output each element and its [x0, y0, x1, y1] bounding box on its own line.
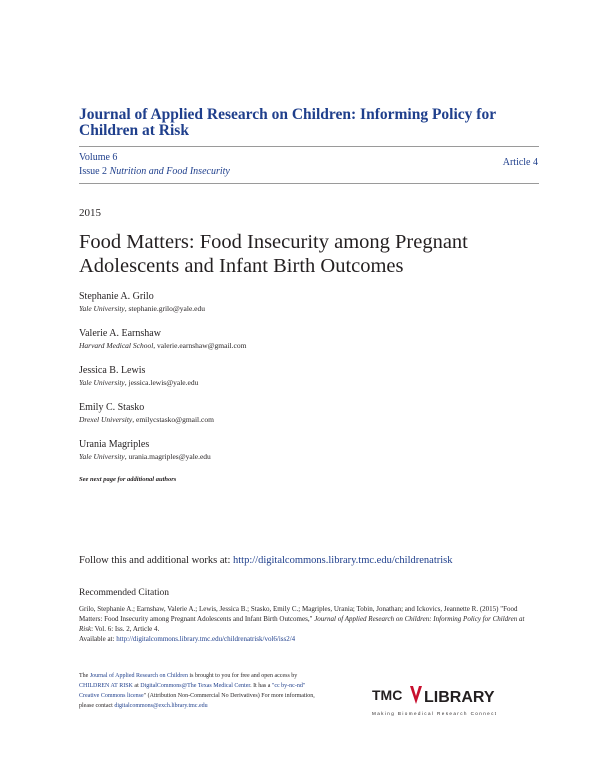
access-text: " (Attribution Non-Commercial No Derivatives) For more information, please contact	[79, 693, 315, 709]
author-entry	[79, 327, 549, 364]
citation-block	[79, 604, 539, 644]
access-note	[79, 671, 319, 711]
author-list	[79, 290, 549, 475]
volume-link[interactable]: Volume 6	[79, 152, 118, 163]
logo-text-left: TMC	[372, 687, 403, 703]
author-affiliation	[79, 414, 549, 426]
author-name: Emily C. Stasko	[79, 402, 145, 413]
recommended-citation-title: Recommended Citation	[79, 588, 169, 598]
author-email: , urania.magriples@yale.edu	[124, 452, 211, 461]
logo-chevron-icon	[410, 686, 422, 704]
author-institution: Yale University	[79, 378, 125, 387]
author-name: Urania Magriples	[79, 439, 150, 450]
author-entry	[79, 364, 549, 401]
access-text: . It has a	[250, 683, 272, 689]
author-name: Stephanie A. Grilo	[79, 291, 154, 302]
divider-top	[79, 146, 539, 147]
available-label: Available at:	[79, 635, 117, 643]
digitalcommons-link[interactable]: DigitalCommons@The Texas Medical Center	[140, 683, 251, 689]
author-affiliation	[79, 377, 549, 389]
issue-topic[interactable]: Nutrition and Food Insecurity	[109, 166, 230, 177]
contact-email-link[interactable]: digitalcommons@exch.library.tmc.edu	[114, 703, 208, 709]
author-institution: Yale University	[79, 452, 125, 461]
author-entry	[79, 290, 549, 327]
article-link[interactable]: Article 4	[502, 157, 538, 168]
author-email: , stephanie.grilo@yale.edu	[124, 304, 205, 313]
author-email: , emilycstasko@gmail.com	[132, 415, 214, 424]
tmc-library-logo	[372, 678, 512, 720]
author-entry	[79, 438, 549, 475]
author-affiliation	[79, 451, 549, 463]
author-entry	[79, 401, 549, 438]
access-text: The	[79, 673, 90, 679]
author-email: , valerie.earnshaw@gmail.com	[153, 341, 247, 350]
logo-text-right: LIBRARY	[424, 689, 495, 706]
citation-text: Grilo, Stephanie A.; Earnshaw, Valerie A.; Lewis, Jessica B.; Stasko, Emily C.; Magriples, Urania; Tobin, Jonathan; and Ickovics, Jeannette R. (2015) "Food Matters: Food Insecurity among Pregnant Adolescents and Infant Birth Outcomes,"	[79, 605, 518, 623]
see-next-page-note: See next page for additional authors	[79, 476, 177, 483]
follow-line	[79, 555, 452, 566]
access-text: is brought to you for free and open access by	[187, 673, 298, 679]
author-affiliation	[79, 340, 549, 352]
author-institution: Yale University	[79, 304, 125, 313]
children-at-risk-link[interactable]: CHILDREN AT RISK	[79, 683, 133, 689]
available-link[interactable]: http://digitalcommons.library.tmc.edu/childrenatrisk/vol6/iss2/4	[116, 635, 296, 643]
citation-volume: : Vol. 6: Iss. 2, Article 4.	[91, 625, 160, 633]
journal-home-link[interactable]: Journal of Applied Research on Children	[89, 673, 188, 679]
author-name: Jessica B. Lewis	[79, 365, 146, 376]
issue-label[interactable]: Issue 2	[79, 166, 108, 177]
follow-text: Follow this and additional works at:	[79, 555, 233, 566]
author-institution: Harvard Medical School	[79, 341, 154, 350]
follow-link[interactable]: http://digitalcommons.library.tmc.edu/childrenatrisk	[233, 555, 453, 566]
divider-bottom	[79, 183, 539, 184]
publication-year: 2015	[79, 207, 101, 219]
journal-title[interactable]: Journal of Applied Research on Children: Informing Policy for Children at Risk	[79, 106, 496, 139]
author-name: Valerie A. Earnshaw	[79, 328, 161, 339]
author-institution: Drexel University	[79, 415, 133, 424]
citation-journal: Journal of Applied Research on Children: Informing Policy for Children at Risk	[79, 615, 525, 633]
access-text: at	[132, 683, 141, 689]
license-link[interactable]: "cc by-nc-nd" Creative Commons license	[79, 683, 306, 699]
article-title: Food Matters: Food Insecurity among Pregnant Adolescents and Infant Birth Outcomes	[79, 231, 468, 277]
author-email: , jessica.lewis@yale.edu	[124, 378, 199, 387]
author-affiliation	[79, 303, 549, 315]
logo-tagline: Making Biomedical Research Connect	[372, 711, 498, 716]
issue-line[interactable]	[79, 166, 230, 177]
